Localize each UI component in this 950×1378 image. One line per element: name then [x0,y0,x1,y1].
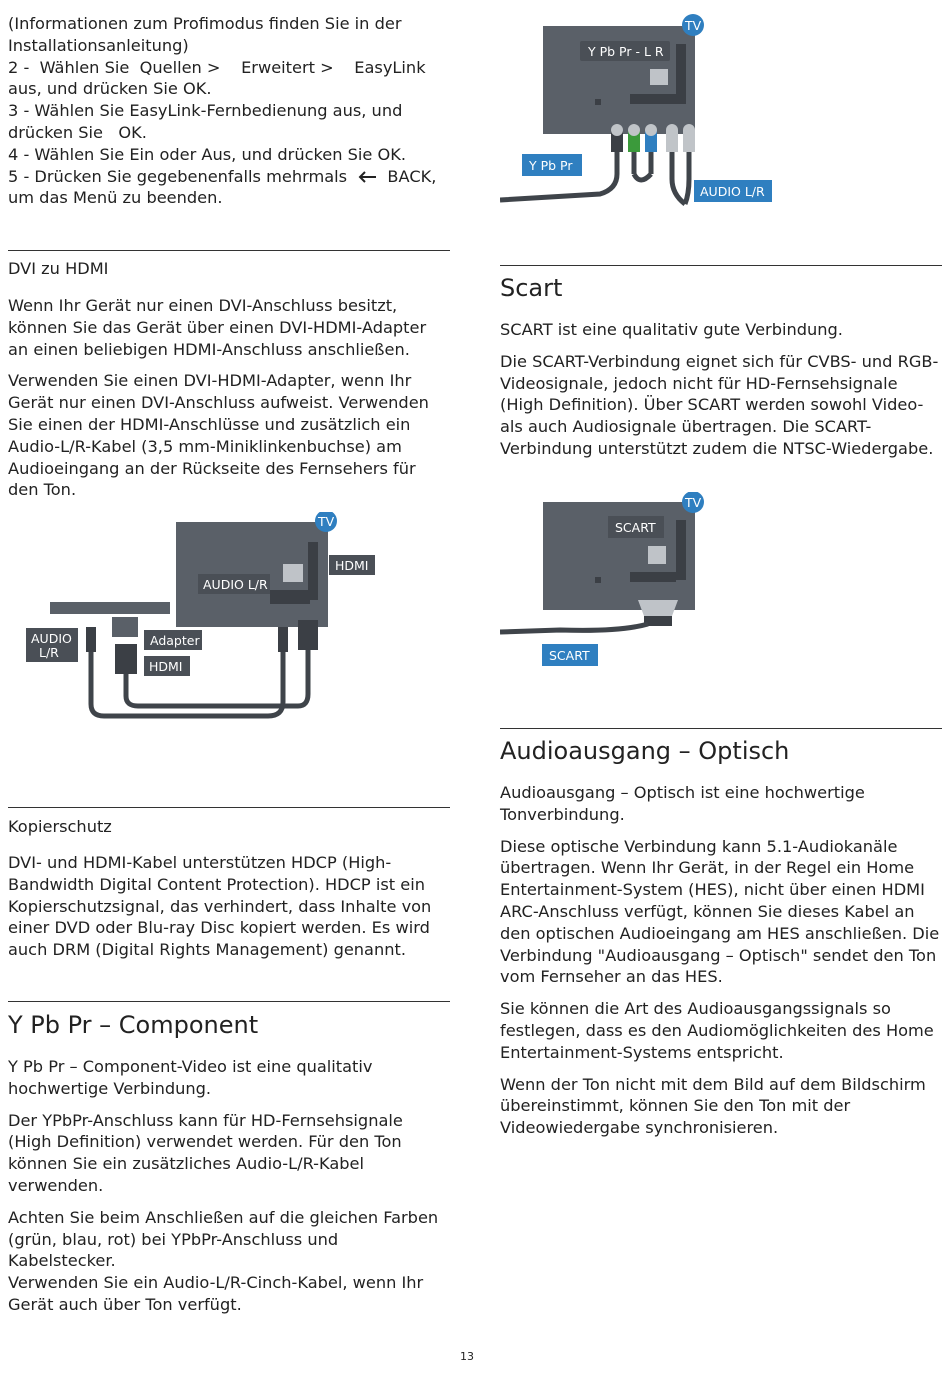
scart-heading: Scart [500,274,563,302]
page-number: 13 [460,1350,474,1363]
divider [500,728,942,729]
adapter-label: Adapter [150,633,200,648]
scart-paragraph: SCART ist eine qualitativ gute Verbindung. [500,320,843,339]
dvi-paragraph: Wenn Ihr Gerät nur einen DVI-Anschluss besitzt, können Sie das Gerät über einen DVI-HDMI-Adapter an einen beliebigen HDMI-Anschluss anschließen. [8,296,427,359]
device-hdmi-label: HDMI [149,659,183,674]
copy-paragraph: DVI- und HDMI-Kabel unterstützen HDCP (High-Bandwidth Digital Content Protection). HDCP ist ein Kopierschutzsignal, das verhindert, dass Inhalte von einer DVD oder Blu-ray Disc kopiert werden. Es wird auch DRM (Digital Rights Management) genannt. [8,853,432,960]
optical-paragraph: Sie können die Art des Audioausgangssignals so festlegen, dass es den Audiomöglichkeiten des Home Entertainment-Systems entspricht. [500,999,934,1062]
copy-body [8,852,448,971]
dvi-body [8,295,448,511]
port-label: Y Pb Pr - L R [588,44,664,59]
back-label: BACK, [387,166,437,186]
divider [500,265,942,266]
step-2: 2 - Wählen Sie Quellen > Erweitert > EasyLink [8,57,426,77]
dvi-heading: DVI zu HDMI [8,259,109,278]
scart-cable-label: SCART [549,648,590,663]
tv-label: TV [318,514,335,529]
scart-plug [638,600,678,616]
scart-paragraph: Die SCART-Verbindung eignet sich für CVBS- und RGB-Videosignale, jedoch nicht für HD-Fernsehsignale (High Definition). Über SCART werden sowohl Video- als auch Audiosignale übertragen. Die SCART-Verbindung unterstützt zudem die NTSC-Wiedergabe. [500,351,939,458]
audio-cable-label: AUDIO L/R [700,184,765,199]
step-5 [8,166,448,188]
optical-body [500,782,942,1149]
dvi-paragraph: Verwenden Sie einen DVI-HDMI-Adapter, wenn Ihr Gerät nur einen DVI-Anschluss aufweist. Verwenden Sie einen der HDMI-Anschlüsse und zusätzlich ein Audio-L/R-Kabel (3,5 mm-Miniklinkenbuchse) am Audioeingang an der Rückseite des Fernsehers für den Ton. [8,371,429,500]
optical-heading: Audioausgang – Optisch [500,737,790,765]
optical-paragraph: Audioausgang – Optisch ist eine hochwertige Tonverbindung. [500,783,865,824]
optical-paragraph: Wenn der Ton nicht mit dem Bild auf dem Bildschirm übereinstimmt, können Sie den Ton mit der Videowiedergabe synchronisieren. [500,1074,926,1138]
optical-paragraph: Diese optische Verbindung kann 5.1-Audiokanäle übertragen. Wenn Ihr Gerät, in der Regel ein Home Entertainment-System (HES), nicht über einen HDMI ARC-Anschluss verfügt, können Sie dieses Kabel an den optischen Audioeingang am HES anschließen. Die Verbindung "Audioausgang – Optisch" sendet den Ton vom Fernseher an das HES. [500,836,940,987]
scart-body [500,319,942,470]
ypbpr-paragraph: Verwenden Sie ein Audio-L/R-Cinch-Kabel, wenn Ihr Gerät auch über Ton verfügt. [8,1273,424,1314]
step-4: 4 - Wählen Sie Ein oder Aus, und drücken Sie OK. [8,144,407,164]
intro-line: Installationsanleitung) [8,35,189,55]
divider [8,250,450,251]
step-3: 3 - Wählen Sie EasyLink-Fernbedienung aus, und [8,101,403,121]
step-3-cont: drücken Sie OK. [8,122,147,142]
ypbpr-heading: Y Pb Pr – Component [8,1011,259,1039]
tv-scart-label: SCART [615,520,656,535]
dvi-hdmi-figure [8,512,420,724]
intro-line: (Informationen zum Profimodus finden Sie in der [8,14,402,33]
step-5-cont: um das Menü zu beenden. [8,188,223,208]
intro-block [8,13,448,209]
device-audio-label-1: AUDIO [31,631,72,646]
tv-label: TV [685,495,702,510]
step-5-text: 5 - Drücken Sie gegebenenfalls mehrmals [8,166,348,186]
back-arrow-icon [356,170,378,184]
ypbpr-cable-label: Y Pb Pr [529,158,573,173]
tv-hdmi-label: HDMI [335,558,369,573]
ypbpr-connection-figure [500,14,945,209]
tv-audio-label: AUDIO L/R [203,577,268,592]
divider [8,1001,450,1002]
copy-heading: Kopierschutz [8,817,112,836]
ypbpr-paragraph: Der YPbPr-Anschluss kann für HD-Fernsehsignale (High Definition) verwendet werden. Für den Ton können Sie ein zusätzliches Audio-L/R-Kabel verwenden. [8,1110,403,1195]
tv-label: TV [685,18,702,33]
ypbpr-paragraph: Y Pb Pr – Component-Video ist eine qualitativ hochwertige Verbindung. [8,1057,373,1098]
scart-connection-figure [500,492,720,672]
device [50,602,170,614]
ypbpr-paragraph: Achten Sie beim Anschließen auf die gleichen Farben (grün, blau, rot) bei YPbPr-Anschluss und Kabelstecker. [8,1207,439,1271]
step-2-cont: aus, und drücken Sie OK. [8,79,212,99]
ypbpr-body [8,1056,448,1326]
divider [8,807,450,808]
device-audio-label-2: L/R [39,645,59,660]
